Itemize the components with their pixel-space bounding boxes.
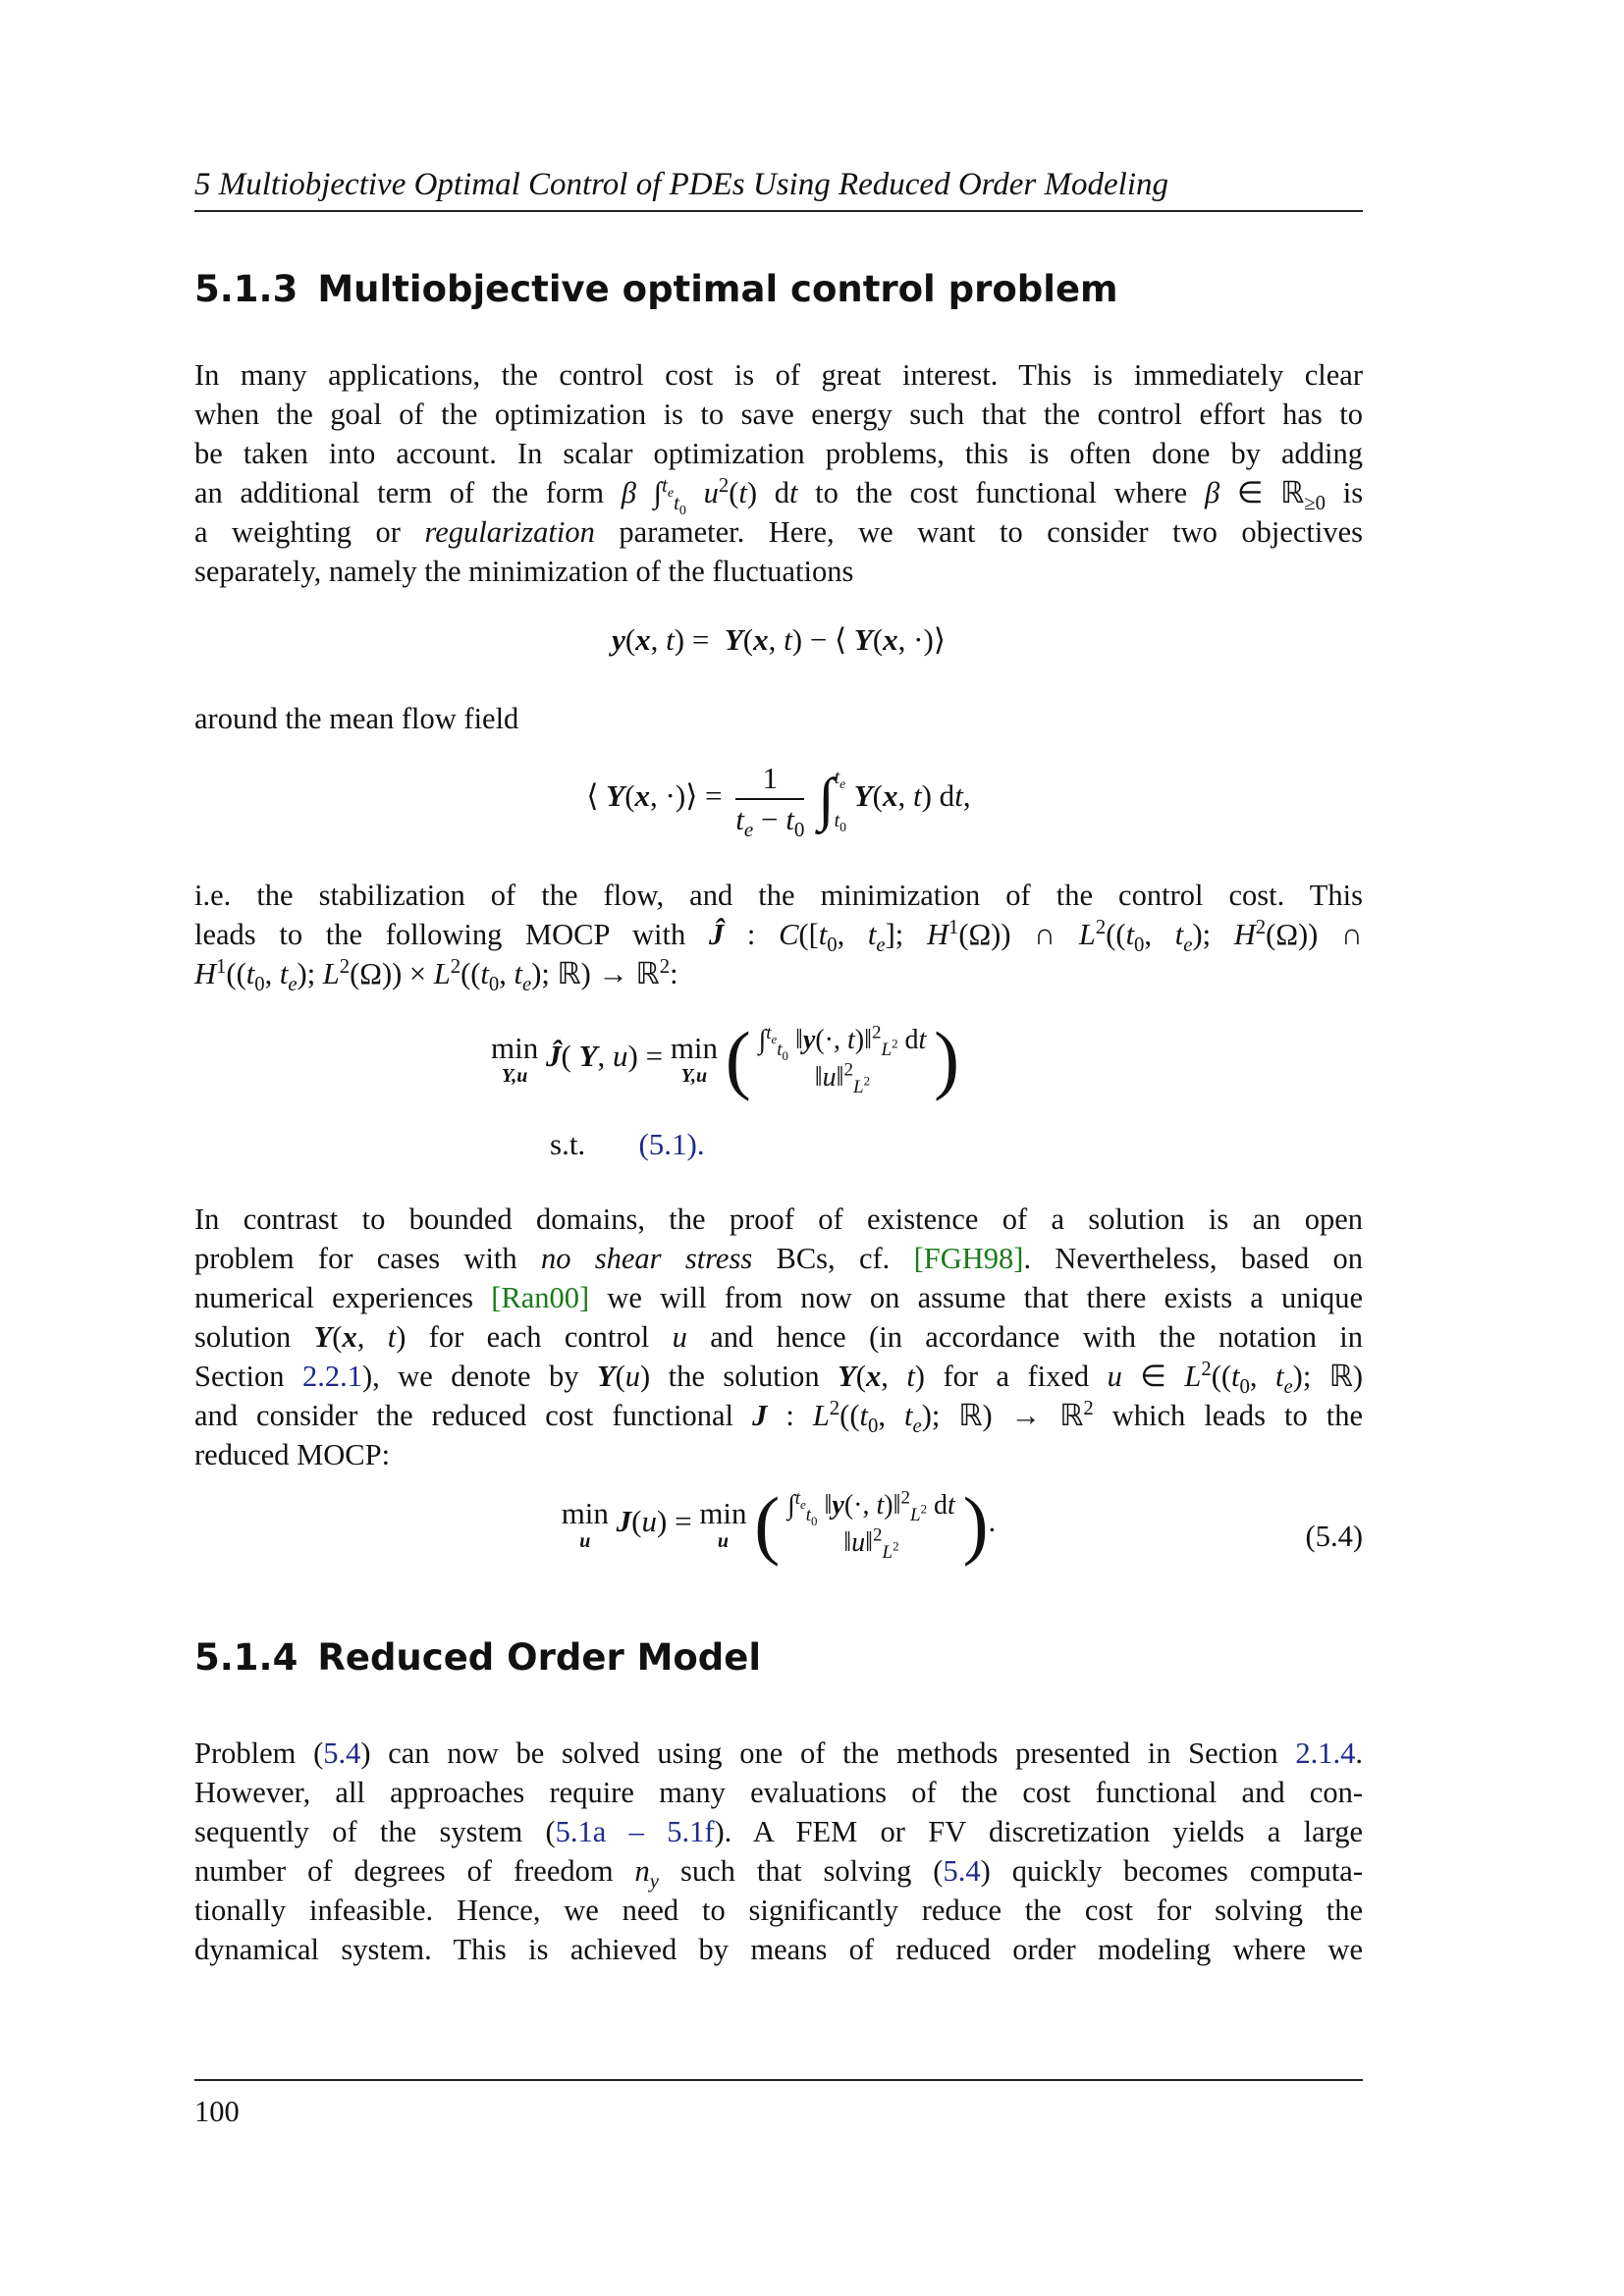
paragraph-control-cost — [194, 355, 1363, 591]
section-title: Multiobjective optimal control problem — [317, 268, 1118, 310]
paragraph-mocp-intro — [194, 876, 1364, 996]
emphasis: no shear stress — [540, 1242, 753, 1275]
page-number: 100 — [194, 2095, 240, 2128]
text-line: be taken into account. In scalar optimization problems, this is often done by adding — [194, 437, 1363, 470]
text-line: sequently of the system (5.1a – 5.1f). A FEM or FV discretization yields a large — [194, 1815, 1363, 1848]
text-line-with-math: and consider the reduced cost functional J : $L^2((t_0$, $t_e$); ℝ) → ℝ$^2$ which leads to the — [194, 1397, 1364, 1438]
text-line: However, all approaches require many evaluations of the cost functional and con- — [194, 1776, 1363, 1809]
footer-rule — [194, 2079, 1363, 2081]
inline-integral-term: β ∫$^{t_e}_{t_0}$ $u^2(t)$ dt — [621, 474, 798, 519]
text-line: when the goal of the optimization is to save energy such that the control effort has to — [194, 398, 1363, 431]
text-line-with-math: solution Y(x, t) for each control u and hence (in accordance with the notation in — [194, 1320, 1364, 1354]
equation-mocp: min Y,u Ĵ( Y, u) = min Y,u ( ∫$^{t_e}_{t_0}$ ‖y(·, t)‖$^2_{L^2}$ dt ‖u‖$^2_{L^2}$ ) — [491, 1016, 960, 1101]
running-header: 5 Multiobjective Optimal Control of PDEs Using Reduced Order Modeling — [194, 167, 1168, 202]
text-line: tionally infeasible. Hence, we need to significantly reduce the cost for solving the — [194, 1894, 1363, 1927]
text-line: a weighting or regularization parameter. Here, we want to consider two objectives — [194, 515, 1364, 549]
section-heading-5-1-4 — [194, 1635, 1363, 1681]
section-number: 5.1.4 — [194, 1636, 298, 1679]
inline-math-function-space: Ĵ : $C([t_0$, $t_e$]; $H^1(\Omega)$) ∩ $L^2((t_0$, $t_e$); $H^2(\Omega)$) ∩ — [708, 916, 1364, 957]
text-line-with-math: leads to the following MOCP with Ĵ : $C([t_0$, $t_e$]; $H^1(\Omega)$) ∩ $L^2((t_0$, $t_e$); $H^2(\Omega)$) ∩ — [194, 916, 1364, 957]
equation-ref-link[interactable]: 5.1f — [667, 1815, 715, 1848]
constraint-line: s.t. (5.1). — [550, 1127, 705, 1161]
text-line: reduced MOCP: — [194, 1438, 391, 1471]
equation-fluctuation: y(x, t) = Y(x, t) − ⟨ Y(x, ·)⟩ — [612, 622, 946, 657]
text-line: Problem (5.4) can now be solved using one of the methods presented in Section 2.1.4. — [194, 1736, 1364, 1770]
section-number: 5.1.3 — [194, 268, 298, 310]
paragraph-reduced-order — [194, 1734, 1363, 1969]
equation-number: (5.4) — [1305, 1520, 1363, 1553]
header-rule — [194, 210, 1363, 212]
equation-5-4: min u J(u) = min u ( ∫$^{t_e}_{t_0}$ ‖y(·, t)‖$^2_{L^2}$ dt ‖u‖$^2_{L^2}$ ). (5.4) — [561, 1481, 1363, 1567]
citation-link-ran00[interactable]: [Ran00] — [491, 1281, 590, 1314]
equation-mean-flow: ⟨ Y(x, ·)⟩ = $\frac{1}{t_e - t_0}$ $\int t_e$ $t_0$ Y(x, t) dt, — [586, 761, 971, 842]
citation-link-fgh98[interactable]: [FGH98] — [913, 1242, 1024, 1275]
section-ref-link[interactable]: 2.2.1 — [301, 1360, 362, 1393]
text-line: dynamical system. This is achieved by means of reduced order modeling where we — [194, 1933, 1363, 1966]
integral-sign: ∫ — [818, 767, 835, 831]
ref-dash: – — [606, 1815, 668, 1848]
text-line: numerical experiences [Ran00] we will from now on assume that there exists a unique — [194, 1281, 1364, 1314]
text-line: separately, namely the minimization of the fluctuations — [194, 555, 854, 588]
text-line: In many applications, the control cost is of great interest. This is immediately clear — [194, 358, 1363, 392]
text-line-with-math: $H^1((t_0$, $t_e$); $L^2(\Omega)) \times L^2((t_0$, $t_e$); ℝ) → ℝ$^2$: — [194, 955, 678, 996]
emphasis: regularization — [424, 515, 595, 549]
objective-vector: ∫$^{t_e}_{t_0}$ ‖y(·, t)‖$^2_{L^2}$ dt ‖u‖$^2_{L^2}$ — [787, 1487, 955, 1563]
text-line-with-math: an additional term of the form β ∫$^{t_e}_{t_0}$ $u^2(t)$ dt to the cost functional where β ∈ ℝ$_{\ge 0}$ is — [194, 474, 1364, 519]
section-ref-link[interactable]: 2.1.4 — [1295, 1736, 1356, 1770]
text-line: i.e. the stabilization of the flow, and the minimization of the control cost. This — [194, 879, 1363, 912]
equation-ref-link[interactable]: 5.4 — [323, 1736, 361, 1770]
equation-ref-link[interactable]: 5.1a — [555, 1815, 607, 1848]
inline-math-beta: β ∈ ℝ$_{\ge 0}$ — [1204, 476, 1326, 515]
fraction: $\frac{1}{t_e - t_0}$ — [735, 761, 805, 842]
paragraph-existence — [194, 1200, 1363, 1474]
objective-vector: ∫$^{t_e}_{t_0}$ ‖y(·, t)‖$^2_{L^2}$ dt ‖u‖$^2_{L^2}$ — [758, 1022, 927, 1097]
equation-ref-link[interactable]: 5.4 — [943, 1854, 981, 1888]
text-line: problem for cases with no shear stress BCs, cf. [FGH98]. Nevertheless, based on — [194, 1242, 1364, 1275]
section-title: Reduced Order Model — [317, 1636, 762, 1679]
text-line-with-math: Section 2.2.1), we denote by Y(u) the solution Y(x, t) for a fixed u ∈ $L^2((t_0$, $t_e$); ℝ) — [194, 1358, 1364, 1399]
text-line-with-math: number of degrees of freedom $n_y$ such that solving (5.4) quickly becomes computa- — [194, 1854, 1364, 1894]
text-line: In contrast to bounded domains, the proof of existence of a solution is an open — [194, 1202, 1363, 1236]
paragraph-mean-flow-intro: around the mean flow field — [194, 702, 519, 735]
equation-ref-link[interactable]: (5.1). — [638, 1127, 705, 1161]
inline-math-codomain: $H^1((t_0$, $t_e$); $L^2(\Omega)) \times L^2((t_0$, $t_e$); ℝ) → ℝ$^2$ — [194, 955, 671, 996]
section-heading-5-1-3 — [194, 267, 1363, 312]
